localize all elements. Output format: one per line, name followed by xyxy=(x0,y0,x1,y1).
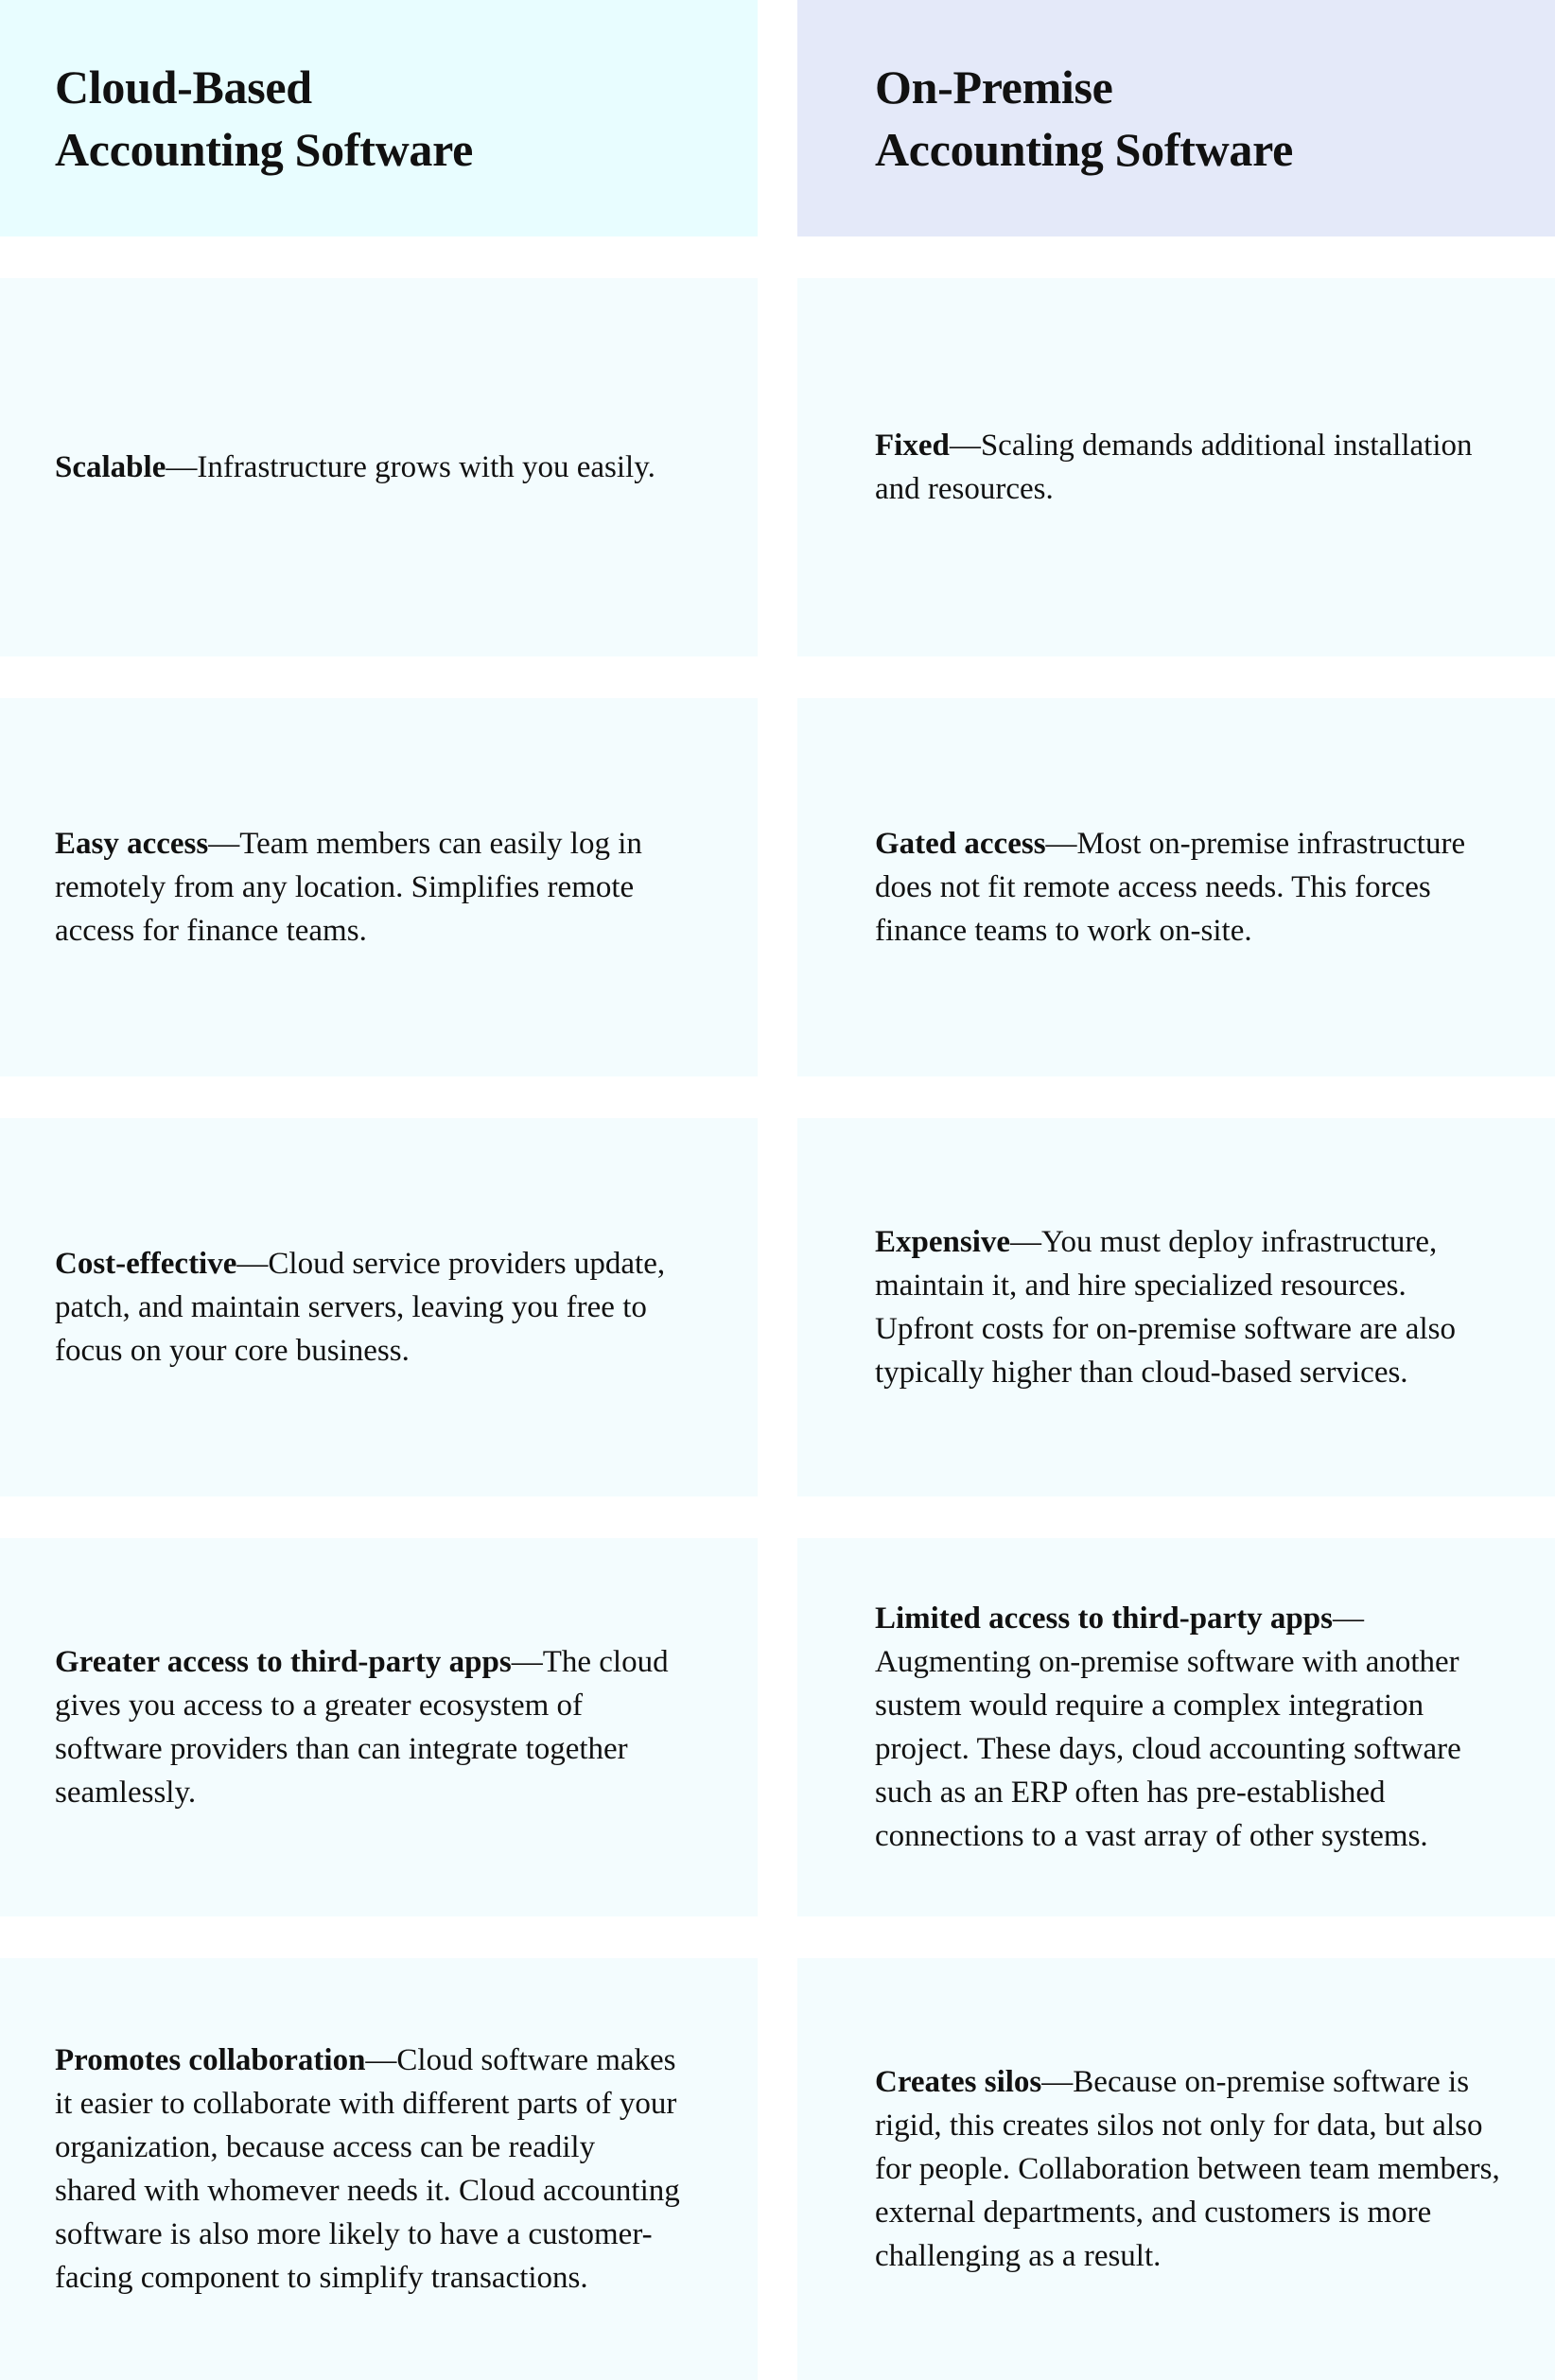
onprem-description: —Because on-premise software is rigid, this creates silos not only for data, but also for people. Collaboration between team members, external departments, and customers is more challenging as a result. xyxy=(875,2065,1500,2273)
onprem-cell-expensive xyxy=(797,1118,1555,1496)
cloud-cell-text xyxy=(55,1242,682,1373)
cloud-cell-text xyxy=(55,2039,682,2300)
cloud-term: Cost-effective xyxy=(55,1247,237,1281)
onprem-cell-third-party-apps xyxy=(797,1538,1555,1916)
onprem-cell-fixed xyxy=(797,278,1555,656)
cloud-description: —Infrastructure grows with you easily. xyxy=(166,450,655,484)
onprem-term: Creates silos xyxy=(875,2065,1042,2099)
onprem-cell-text xyxy=(875,1597,1510,1858)
cloud-cell-text xyxy=(55,1640,682,1814)
onprem-cell-text xyxy=(875,822,1510,953)
cloud-title-line-1: Cloud-Based xyxy=(55,61,312,114)
onprem-description: —Most on-premise infrastructure does not fit remote access needs. This forces finance teams to work on-site. xyxy=(875,827,1466,948)
onprem-term: Limited access to third-party apps xyxy=(875,1601,1333,1636)
onprem-column-header xyxy=(797,0,1555,236)
cloud-cell-easy-access xyxy=(0,698,758,1076)
onprem-title-line-1: On-Premise xyxy=(875,61,1113,114)
cloud-description: —Cloud service providers update, patch, and maintain servers, leaving you free to focus on your core business. xyxy=(55,1247,666,1368)
onprem-description: —You must deploy infrastructure, maintain it, and hire specialized resources. Upfront costs for on-premise software are also typically higher than cloud-based services. xyxy=(875,1225,1456,1390)
cloud-cell-scalable xyxy=(0,278,758,656)
cloud-description: —Team members can easily log in remotely from any location. Simplifies remote access for finance teams. xyxy=(55,827,642,948)
onprem-cell-gated-access xyxy=(797,698,1555,1076)
cloud-term: Scalable xyxy=(55,450,166,484)
cloud-column-header xyxy=(0,0,758,236)
cloud-cell-collaboration xyxy=(0,1958,758,2380)
onprem-term: Fixed xyxy=(875,429,950,463)
onprem-description: —Augmenting on-premise software with another sustem would require a complex integration project. These days, cloud accounting software such as an ERP often has pre-established connections to a vast array of other systems. xyxy=(875,1601,1461,1853)
cloud-term: Promotes collaboration xyxy=(55,2043,366,2077)
onprem-description: —Scaling demands additional installation and resources. xyxy=(875,429,1473,506)
cloud-column-title xyxy=(55,56,473,181)
cloud-title-line-2: Accounting Software xyxy=(55,123,473,176)
onprem-column-title xyxy=(875,56,1293,181)
onprem-cell-text xyxy=(875,2060,1510,2278)
cloud-cell-text xyxy=(55,822,682,953)
onprem-cell-silos xyxy=(797,1958,1555,2380)
onprem-term: Expensive xyxy=(875,1225,1011,1259)
cloud-term: Easy access xyxy=(55,827,209,861)
onprem-cell-text xyxy=(875,424,1510,511)
onprem-cell-text xyxy=(875,1220,1510,1394)
cloud-term: Greater access to third-party apps xyxy=(55,1645,512,1679)
cloud-cell-cost-effective xyxy=(0,1118,758,1496)
cloud-cell-third-party-apps xyxy=(0,1538,758,1916)
cloud-cell-text xyxy=(55,446,655,489)
cloud-description: —The cloud gives you access to a greater ecosystem of software providers than can integrate together seamlessly. xyxy=(55,1645,669,1810)
onprem-title-line-2: Accounting Software xyxy=(875,123,1293,176)
onprem-term: Gated access xyxy=(875,827,1046,861)
cloud-description: —Cloud software makes it easier to collaborate with different parts of your organization, because access can be readily shared with whomever needs it. Cloud accounting software is also more likely to have a customer-facing component to simplify transactions. xyxy=(55,2043,680,2295)
